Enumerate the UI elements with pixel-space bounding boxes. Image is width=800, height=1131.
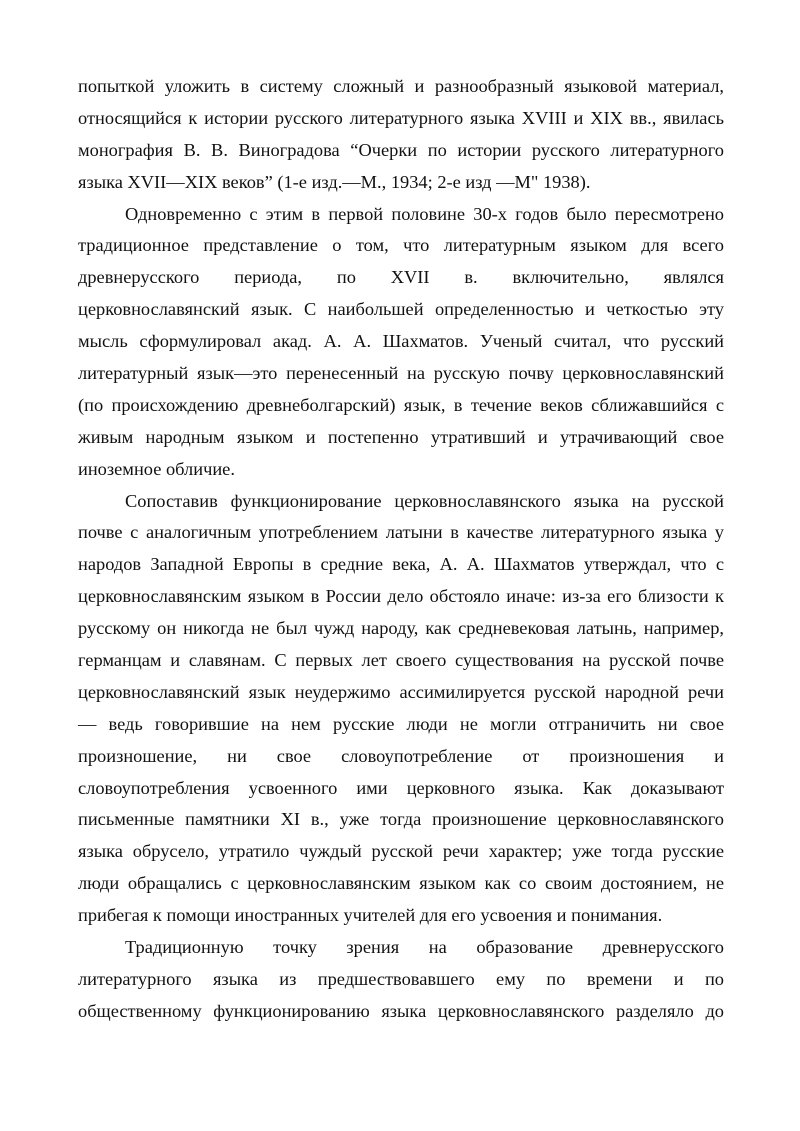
text-line: письменные памятники XI в., уже тогда произношение церковнославянского [78, 809, 724, 830]
text-line: относящийся к истории русского литературного языка XVIII и XIX вв., явилась [78, 107, 724, 128]
paragraph [78, 932, 724, 1028]
text-line: Одновременно с этим в первой половине 30-х годов было пересмотрено [125, 203, 724, 224]
paragraph [78, 71, 724, 199]
text-line: — ведь говорившие на нем русские люди не могли отграничить ни свое [78, 713, 724, 734]
text-line: древнерусского периода, по XVII в. включительно, являлся [78, 267, 724, 288]
text-line: литературный язык—это перенесенный на русскую почву церковнославянский [78, 363, 724, 384]
text-line: люди обращались с церковнославянским языком как со своим достоянием, не [78, 873, 724, 894]
text-line: церковнославянский язык. С наибольшей определенностью и четкостью эту [78, 299, 724, 320]
text-line: монография В. В. Виноградова “Очерки по истории русского литературного [78, 139, 724, 160]
text-line: Сопоставив функционирование церковнославянского языка на русской [125, 490, 724, 511]
text-line: русскому он никогда не был чужд народу, как средневековая латынь, например, [78, 618, 724, 639]
paragraph [78, 199, 724, 486]
paragraph [78, 486, 724, 932]
text-line: традиционное представление о том, что литературным языком для всего [78, 235, 724, 256]
text-line: церковнославянский язык неудержимо ассимилируется русской народной речи [78, 681, 724, 702]
text-line: языка XVII—XIX веков” (1-е изд.—М., 1934; 2-е изд —М" 1938). [78, 171, 591, 192]
text-line: живым народным языком и постепенно утративший и утрачивающий свое [78, 426, 724, 447]
text-line: попыткой уложить в систему сложный и разнообразный языковой материал, [78, 76, 724, 96]
text-line: мысль сформулировал акад. А. А. Шахматов. Ученый считал, что русский [78, 331, 724, 352]
text-line: языка обрусело, утратило чуждый русской речи характер; уже тогда русские [78, 841, 724, 862]
document-body [78, 71, 724, 1028]
text-line: германцам и славянам. С первых лет своего существования на русской почве [78, 650, 724, 671]
text-line: произношение, ни свое словоупотребление от произношения и [78, 745, 724, 766]
text-line: (по происхождению древнеболгарский) язык, в течение веков сближавшийся с [78, 394, 724, 415]
text-line: общественному функционированию языка церковнославянского разделяло до [78, 1000, 724, 1021]
text-line: литературного языка из предшествовавшего ему по времени и по [78, 968, 724, 989]
text-line: народов Западной Европы в средние века, А. А. Шахматов утверждал, что с [78, 554, 724, 575]
text-line: прибегая к помощи иностранных учителей для его усвоения и понимания. [78, 905, 663, 926]
text-line: почве с аналогичным употреблением латыни в качестве литературного языка у [78, 522, 724, 543]
text-line: церковнославянским языком в России дело обстояло иначе: из-за его близости к [78, 586, 724, 607]
text-line: Традиционную точку зрения на образование древнерусского [125, 937, 724, 958]
text-line: словоупотребления усвоенного ими церковного языка. Как доказывают [78, 777, 724, 798]
text-line: иноземное обличие. [78, 458, 235, 479]
